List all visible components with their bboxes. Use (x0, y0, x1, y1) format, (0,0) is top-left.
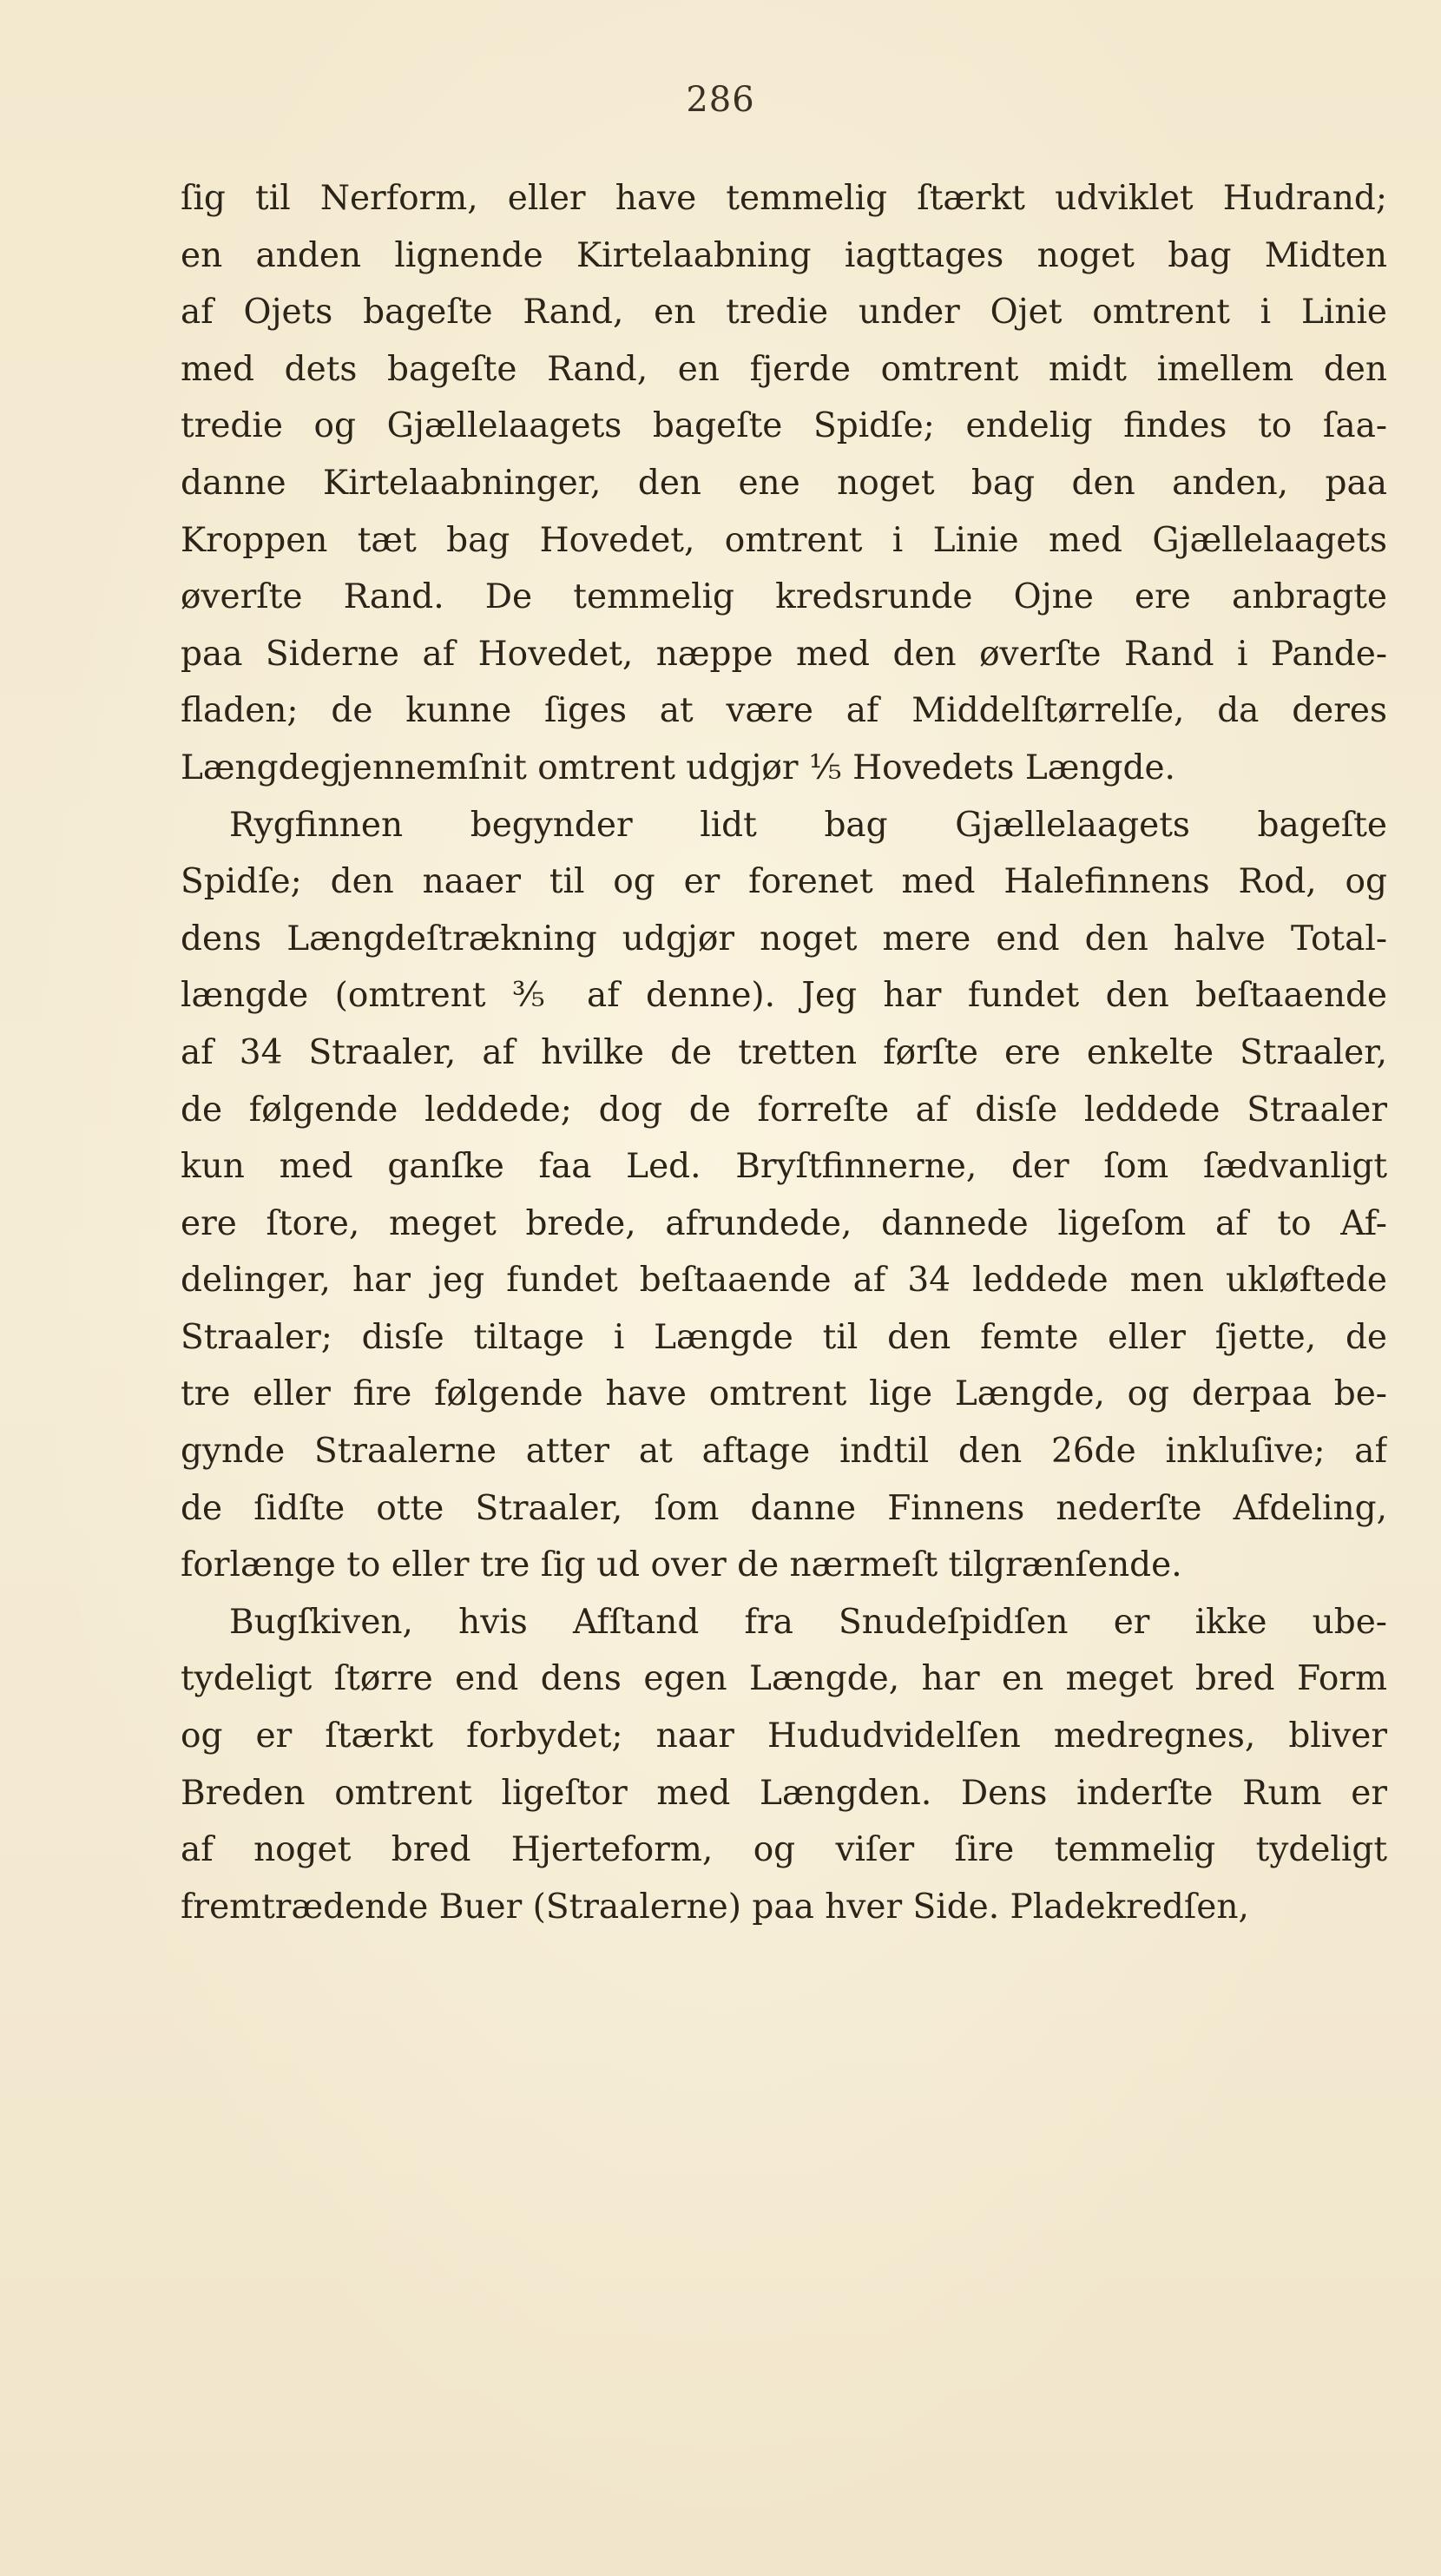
text-line: Kroppen tæt bag Hovedet, omtrent i Linie med Gjællelaagets (181, 520, 1387, 560)
text-line: Længdegjennemſnit omtrent udgjør ⅕ Hovedets Længde. (181, 748, 1175, 787)
paragraph-3 (181, 1594, 1387, 1936)
page-number: 286 (686, 80, 755, 120)
text-line: Breden omtrent ligeſtor med Længden. Dens inderſte Rum er (181, 1773, 1387, 1813)
text-line: fremtrædende Buer (Straalerne) paa hver Side. Pladekredſen, (181, 1887, 1249, 1927)
text-line: danne Kirtelaabninger, den ene noget bag den anden, paa (181, 463, 1387, 503)
text-line: kun med ganſke faa Led. Bryſtfinnerne, der ſom ſædvanligt (181, 1147, 1387, 1187)
text-line: de følgende leddede; dog de forreſte af disſe leddede Straaler (181, 1090, 1387, 1130)
text-line: øverſte Rand. De temmelig kredsrunde Ojne ere anbragte (181, 577, 1387, 617)
paragraph-1 (181, 170, 1387, 797)
text-line: Rygfinnen begynder lidt bag Gjællelaagets bageſte (229, 805, 1387, 845)
text-line: af noget bred Hjerteform, og viſer ſire temmelig tydeligt (181, 1830, 1387, 1870)
text-line: og er ſtærkt forbydet; naar Hududvidelſen medregnes, bliver (181, 1716, 1387, 1756)
text-line: fladen; de kunne ſiges at være af Middelſtørrelſe, da deres (181, 691, 1387, 731)
text-line: dens Længdeſtrækning udgjør noget mere end den halve Total- (181, 919, 1387, 959)
text-line: længde (omtrent ⅗ af denne). Jeg har fundet den beſtaaende (181, 976, 1387, 1016)
text-line: tre eller fire følgende have omtrent lige Længde, og derpaa be- (181, 1374, 1387, 1414)
body-text (181, 170, 1387, 1935)
text-line: Spidſe; den naaer til og er forenet med Halefinnens Rod, og (181, 862, 1387, 902)
text-line: tydeligt ſtørre end dens egen Længde, har en meget bred Form (181, 1659, 1387, 1699)
text-line: med dets bageſte Rand, en fjerde omtrent midt imellem den (181, 349, 1387, 389)
text-line: af 34 Straaler, af hvilke de tretten førſte ere enkelte Straaler, (181, 1032, 1387, 1072)
text-line: ere ſtore, meget brede, afrundede, dannede ligeſom af to Af- (181, 1203, 1387, 1243)
text-line: de ſidſte otte Straaler, ſom danne Finnens nederſte Afdeling, (181, 1488, 1387, 1528)
text-line: af Ojets bageſte Rand, en tredie under Ojet omtrent i Linie (181, 293, 1387, 333)
text-line: en anden lignende Kirtelaabning iagttages noget bag Midten (181, 235, 1387, 275)
text-line: paa Siderne af Hovedet, næppe med den øverſte Rand i Pande- (181, 634, 1387, 674)
text-line: forlænge to eller tre ſig ud over de nærmeſt tilgrænſende. (181, 1545, 1182, 1585)
text-line: Straaler; disſe tiltage i Længde til den femte eller ſjette, de (181, 1317, 1387, 1357)
text-line: gynde Straalerne atter at aftage indtil den 26de inkluſive; af (181, 1432, 1387, 1472)
text-line: Bugſkiven, hvis Afſtand fra Snudeſpidſen er ikke ube- (229, 1602, 1387, 1642)
text-line: tredie og Gjællelaagets bageſte Spidſe; endelig findes to ſaa- (181, 406, 1387, 446)
text-line: ſig til Nerform, eller have temmelig ſtærkt udviklet Hudrand; (181, 179, 1387, 218)
paragraph-2 (181, 797, 1387, 1594)
text-line: delinger, har jeg fundet beſtaaende af 34 leddede men ukløftede (181, 1261, 1387, 1301)
